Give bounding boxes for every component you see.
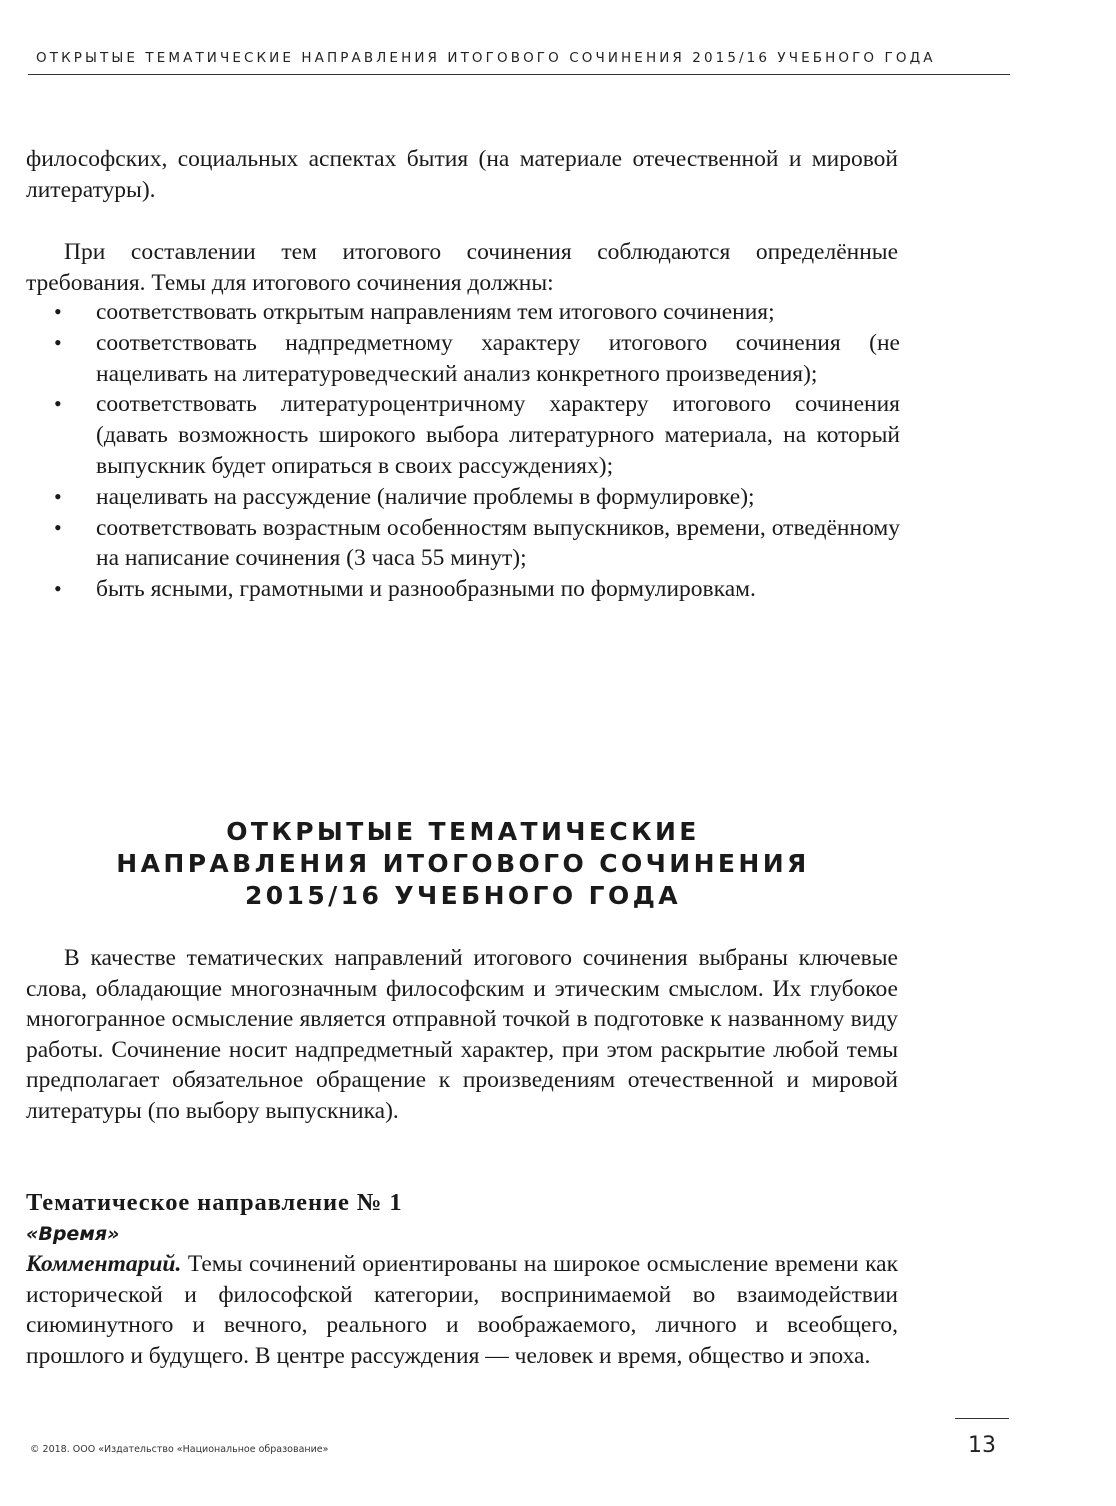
direction-comment-paragraph	[26, 1249, 898, 1371]
bullet-icon: •	[54, 514, 62, 540]
comment-label: Комментарий.	[26, 1251, 182, 1277]
bullet-icon: •	[54, 576, 62, 602]
page-number: 13	[968, 1433, 996, 1458]
bullet-icon: •	[54, 483, 62, 509]
footer-rule	[955, 1418, 1009, 1419]
list-item: • соответствовать надпредметному характеру итогового сочинения (не нацеливать на литературоведческий анализ конкретного произведения);	[54, 329, 900, 387]
requirements-lead-paragraph: При составлении тем итогового сочинения соблюдаются определённые требования. Темы для итогового сочинения должны:	[26, 239, 898, 296]
comment-text: Темы сочинений ориентированы на широкое осмысление времени как исторической и философской категории, воспринимаемой во взаимодействии сиюминутного и вечного, реального и воображаемого, личного и всеобщего, прошлого и будущего. В центре рассуждения — человек и время, общество и эпоха.	[26, 1251, 898, 1369]
bullet-icon: •	[54, 329, 62, 355]
copyright-notice: © 2018. ООО «Издательство «Национальное образование»	[30, 1444, 329, 1455]
running-header: ОТКРЫТЫЕ ТЕМАТИЧЕСКИЕ НАПРАВЛЕНИЯ ИТОГОВОГО СОЧИНЕНИЯ 2015/16 УЧЕБНОГО ГОДА	[36, 50, 936, 66]
section-title	[0, 816, 926, 912]
list-item: • соответствовать литературоцентричному характеру итогового сочинения (давать возможность широкого выбора литературного материала, на который выпускник будет опираться в своих рассуждениях);	[54, 391, 900, 479]
section-title-line: ОТКРЫТЫЕ ТЕМАТИЧЕСКИЕ	[226, 817, 700, 846]
section-title-line: НАПРАВЛЕНИЯ ИТОГОВОГО СОЧИНЕНИЯ	[116, 849, 810, 878]
bullet-icon: •	[54, 391, 62, 417]
list-item: • быть ясными, грамотными и разнообразными по формулировкам.	[26, 574, 900, 605]
list-item: • соответствовать возрастным особенностям выпускников, времени, отведённому на написание сочинения (3 часа 55 минут);	[54, 514, 900, 572]
list-item: • соответствовать открытым направлениям тем итогового сочинения;	[26, 297, 900, 328]
list-item: • нацеливать на рассуждение (наличие проблемы в формулировке);	[26, 482, 900, 513]
direction-heading: Тематическое направление № 1	[26, 1189, 403, 1216]
section-title-line: 2015/16 УЧЕБНОГО ГОДА	[244, 881, 682, 910]
direction-name: «Время»	[26, 1223, 120, 1245]
requirements-list	[26, 297, 900, 605]
continuation-paragraph: философских, социальных аспектах бытия (на материале отечественной и мировой литературы).	[26, 146, 898, 203]
bullet-icon: •	[54, 299, 62, 324]
header-rule	[28, 74, 1010, 75]
section-body-paragraph: В качестве тематических направлений итогового сочинения выбраны ключевые слова, обладающие многозначным философским и этическим смыслом. Их глубокое многогранное осмысление является отправной точкой в подготовке к названному виду работы. Сочинение носит надпредметный характер, при этом раскрытие любой темы предполагает обязательное обращение к произведениям отечественной и мировой литературы (по выбору выпускника).	[26, 945, 898, 1124]
